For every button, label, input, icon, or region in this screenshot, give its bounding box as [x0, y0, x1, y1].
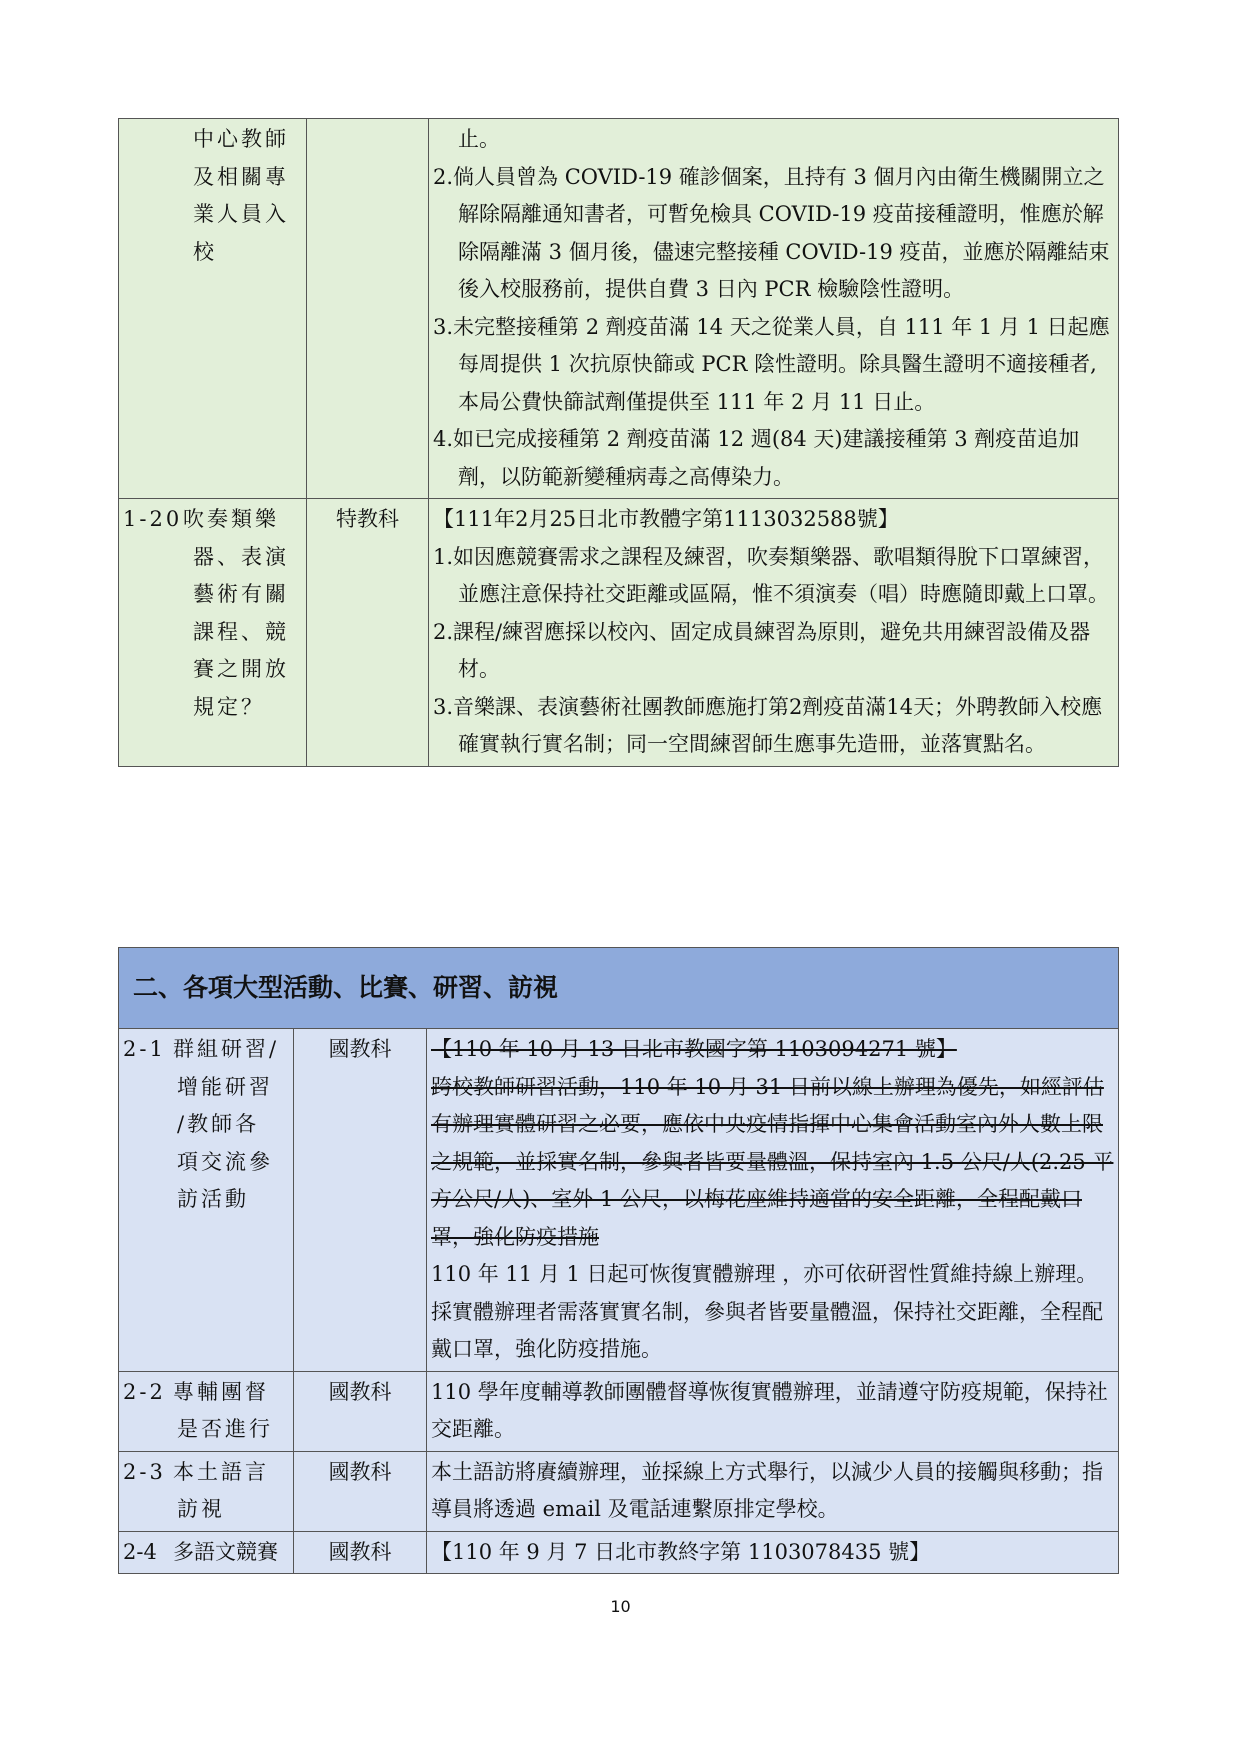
content-cell: [429, 499, 1119, 767]
table-row: [119, 1029, 1119, 1372]
document-reference: 【111年2月25日北市教體字第1113032588號】: [433, 507, 899, 531]
regulation-table-1: [118, 118, 1119, 767]
content-cell: 本土語訪將賡續辦理，並採線上方式舉行，以減少人員的接觸與移動；指導員將透過 email 及電話連繫原排定學校。: [427, 1451, 1119, 1531]
topic-line: 增能研習: [177, 1074, 273, 1099]
topic-line: 吹奏類樂: [183, 507, 279, 531]
table-row: [119, 1451, 1119, 1531]
list-item: 3.未完整接種第 2 劑疫苗滿 14 天之從業人員，自 111 年 1 月 1 日起應每周提供 1 次抗原快篩或 PCR 陰性證明。除具醫生證明不適接種者,本局公費快篩試劑僅提供至 111 年 2 月 11 日止。: [433, 314, 1110, 414]
item-number: 2-2: [123, 1379, 166, 1404]
topic-line: 校: [193, 239, 217, 264]
content-cell: [427, 1029, 1119, 1372]
content-cell: 110 學年度輔導教師團體督導恢復實體辦理，並請遵守防疫規範，保持社交距離。: [427, 1371, 1119, 1451]
topic-line: 藝術有關: [193, 582, 289, 606]
topic-line: 專輔團督: [173, 1379, 269, 1404]
topic-cell: [119, 1371, 294, 1451]
topic-line: 是否進行: [177, 1417, 273, 1441]
list-item: 1.如因應競賽需求之課程及練習，吹奏類樂器、歌唱類得脫下口罩練習，並應注意保持社交距離或區隔，惟不須演奏（唱）時應隨即戴上口罩。: [433, 544, 1109, 606]
table-row: [119, 1371, 1119, 1451]
topic-line: 訪活動: [177, 1187, 249, 1211]
section-header-row: [119, 948, 1119, 1029]
category-cell: 國教科: [294, 1531, 427, 1574]
category-cell: [307, 119, 429, 499]
topic-cell: [119, 499, 307, 767]
list-item: 4.如已完成接種第 2 劑疫苗滿 12 週(84 天)建議接種第 3 劑疫苗追加劑，以防範新變種病毒之高傳染力。: [433, 427, 1080, 489]
topic-line: 及相關專: [193, 164, 289, 189]
topic-line: 訪視: [177, 1497, 225, 1521]
struck-paragraph: 跨校教師研習活動，110 年 10 月 31 日前以線上辦理為優先，如經評估有辦理實體研習之必要，應依中央疫情指揮中心集會活動室內外人數上限之規範，並採實名制，參與者皆要量體溫，保持室內 1.5 公尺/人(2.25 平方公尺/人)、室外 1 公尺，以梅花座維持適當的安全距離，全程配戴口罩，強化防疫措施: [431, 1074, 1114, 1249]
list-item: 止。: [458, 127, 500, 151]
category-cell: 特教科: [307, 499, 429, 767]
topic-line: 群組研習/: [173, 1037, 280, 1061]
topic-line: /教師各: [177, 1112, 260, 1136]
content-cell: [429, 119, 1119, 499]
section-title: 二、各項大型活動、比賽、研習、訪視: [119, 948, 1119, 1029]
item-number: 1-20: [123, 507, 183, 531]
topic-line: 本土語言: [173, 1459, 269, 1484]
topic-line: 業人員入: [193, 202, 289, 226]
topic-cell: [119, 1029, 294, 1372]
category-cell: 國教科: [294, 1371, 427, 1451]
topic-line: 規定？: [193, 694, 265, 719]
list-item: 2.課程/練習應採以校內、固定成員練習為原則，避免共用練習設備及器材。: [433, 619, 1091, 681]
table-row: [119, 119, 1119, 499]
page-number: 10: [610, 1597, 631, 1616]
struck-document-reference: 【110 年 10 月 13 日北市教國字第 1103094271 號】: [431, 1037, 957, 1061]
regulation-table-2: [118, 947, 1119, 1574]
topic-cell: [119, 119, 307, 499]
topic-cell: [119, 1531, 294, 1574]
item-number: 2-1: [123, 1037, 166, 1061]
paragraph: 110 年 11 月 1 日起可恢復實體辦理 ，亦可依研習性質維持線上辦理。採實體辦理者需落實實名制，參與者皆要量體溫，保持社交距離，全程配戴口罩，強化防疫措施。: [431, 1262, 1103, 1361]
item-number: 2-3: [123, 1459, 166, 1484]
item-number: 2-4: [123, 1539, 157, 1564]
table-row: [119, 499, 1119, 767]
topic-line: 器、表演: [193, 544, 289, 569]
topic-line: 賽之開放: [193, 657, 289, 681]
topic-line: 項交流參: [177, 1149, 273, 1174]
category-cell: 國教科: [294, 1029, 427, 1372]
list-item: 2.倘人員曾為 COVID-19 確診個案，且持有 3 個月內由衛生機關開立之解除隔離通知書者，可暫免檢具 COVID-19 疫苗接種證明，惟應於解除隔離滿 3 個月後，儘速完整接種 COVID-19 疫苗，並應於隔離結束後入校服務前，提供自費 3 日內 PCR 檢驗陰性證明。: [433, 164, 1110, 301]
topic-line: 中心教師: [193, 127, 289, 151]
topic-line: 多語文競賽: [173, 1539, 278, 1564]
category-cell: 國教科: [294, 1451, 427, 1531]
topic-line: 課程、競: [193, 619, 289, 644]
list-item: 3.音樂課、表演藝術社團教師應施打第2劑疫苗滿14天；外聘教師入校應確實執行實名制；同一空間練習師生應事先造冊，並落實點名。: [433, 694, 1103, 756]
content-cell: 【110 年 9 月 7 日北市教終字第 1103078435 號】: [427, 1531, 1119, 1574]
table-row: [119, 1531, 1119, 1574]
topic-cell: [119, 1451, 294, 1531]
